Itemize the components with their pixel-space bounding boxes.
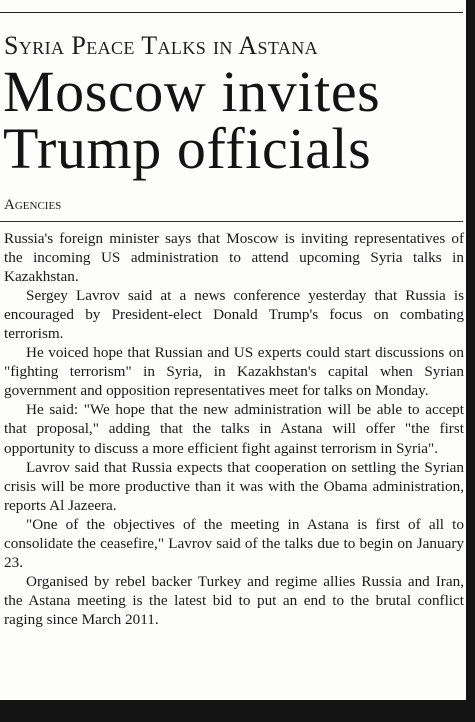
headline-line-1: Moscow invites xyxy=(3,59,381,124)
article-byline: Agencies xyxy=(4,197,62,213)
headline-line-2: Trump officials xyxy=(3,116,372,181)
article-paragraph: "One of the objectives of the meeting in Astana is first of all to consolidate the ceasefire," Lavrov said of the talks due to begin on January 23. xyxy=(4,515,464,571)
article-body xyxy=(4,229,464,629)
top-rule xyxy=(0,12,463,13)
byline-rule xyxy=(0,221,463,222)
article-paragraph: He voiced hope that Russian and US experts could start discussions on "fighting terrorism" in Syria, in Kazakhstan's capital when Syrian government and opposition representatives meet for talks on Monday. xyxy=(4,344,464,400)
article-paragraph: He said: "We hope that the new administration will be able to accept that proposal," adding that the talks in Astana will offer "the first opportunity to discuss a more efficient fight against terrorism in Syria". xyxy=(4,401,464,457)
article-paragraph: Lavrov said that Russia expects that cooperation on settling the Syrian crisis will be more productive than it was with the Obama administration, reports Al Jazeera. xyxy=(4,458,464,514)
article-paragraph: Organised by rebel backer Turkey and regime allies Russia and Iran, the Astana meeting is the latest bid to put an end to the brutal conflict raging since March 2011. xyxy=(4,572,464,628)
article-headline xyxy=(3,59,381,181)
article-kicker: Syria Peace Talks in Astana xyxy=(4,31,319,60)
article-paragraph: Sergey Lavrov said at a news conference yesterday that Russia is encouraged by President-elect Donald Trump's focus on combating terrorism. xyxy=(4,287,464,343)
article-paragraph: Russia's foreign minister says that Moscow is inviting representatives of the incoming US administration to attend upcoming Syria talks in Kazakhstan. xyxy=(4,230,464,286)
